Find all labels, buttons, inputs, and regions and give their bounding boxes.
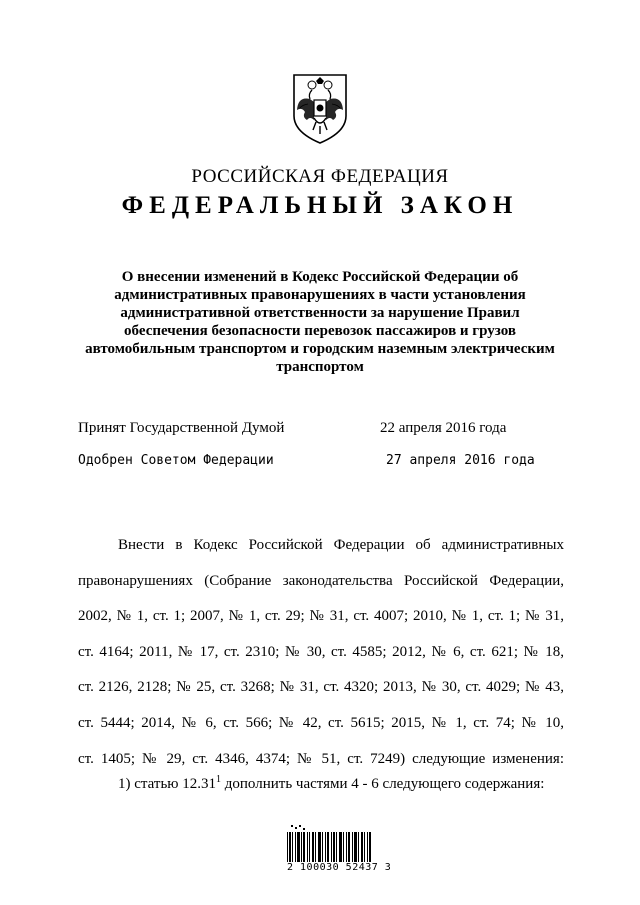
law-title <box>70 268 570 376</box>
body-line: ст. 4164; 2011, № 17, ст. 2310; № 30, ст. 4585; 2012, № 6, ст. 621; № 18, <box>78 643 564 660</box>
approved-by-council-date: 27 апреля 2016 года <box>386 453 535 468</box>
body-paragraph <box>78 528 564 777</box>
body-line: 2002, № 1, ст. 1; 2007, № 1, ст. 29; № 31, ст. 4007; 2010, № 1, ст. 1; № 31, <box>78 608 564 625</box>
amendment-item-1 <box>118 774 544 793</box>
country-name: РОССИЙСКАЯ ФЕДЕРАЦИЯ <box>191 166 449 187</box>
body-line: ст. 1405; № 29, ст. 4346, 4374; № 51, ст. 7249) следующие изменения: <box>78 750 564 767</box>
law-title-line: О внесении изменений в Кодекс Российской Федерации об <box>121 269 519 285</box>
law-title-line: обеспечения безопасности перевозок пассажиров и грузов <box>124 323 516 339</box>
law-title-line: административных правонарушениях в части установления <box>114 287 526 303</box>
body-line: правонарушениях (Собрание законодательства Российской Федерации, <box>78 572 564 589</box>
law-title-line: автомобильным транспортом и городским наземным электрическим <box>85 341 555 357</box>
adopted-by-duma-date: 22 апреля 2016 года <box>380 420 507 436</box>
barcode-number: 2 100030 52437 3 <box>287 862 392 873</box>
document-type-heading: ФЕДЕРАЛЬНЫЙ ЗАКОН <box>121 192 519 219</box>
coat-of-arms-emblem <box>288 72 352 146</box>
body-line: ст. 5444; 2014, № 6, ст. 566; № 42, ст. 5615; 2015, № 1, ст. 74; № 10, <box>78 714 564 731</box>
article-superscript: 1 <box>216 774 222 785</box>
law-title-line: административной ответственности за нарушение Правил <box>120 305 520 321</box>
adopted-by-duma-label: Принят Государственной Думой <box>78 420 285 436</box>
amendment-item-suffix: дополнить частями 4 - 6 следующего содержания: <box>221 776 545 792</box>
amendment-item-prefix: 1) статью 12.31 <box>118 776 217 792</box>
body-line: Внести в Кодекс Российской Федерации об административных <box>118 537 564 553</box>
body-line: ст. 2126, 2128; № 25, ст. 3268; № 31, ст. 4320; 2013, № 30, ст. 4029; № 43, <box>78 679 564 696</box>
approved-by-council-label: Одобрен Советом Федерации <box>78 453 274 468</box>
law-title-line: транспортом <box>276 359 364 375</box>
